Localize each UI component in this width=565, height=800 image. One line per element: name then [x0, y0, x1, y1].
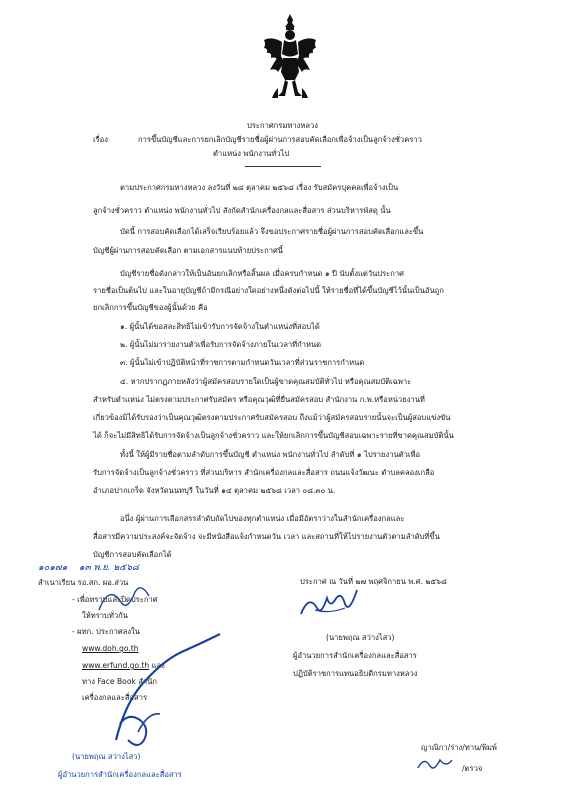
- footer-signer-position: ผู้อำนวยการสำนักเครื่องกลและสื่อสาร: [58, 770, 182, 779]
- announce-date: ประกาศ ณ วันที่ ๒๗ พฤศจิกายน พ.ศ. ๒๕๖๘: [300, 577, 447, 586]
- list-item-3: ๓. ผู้นั้นไม่เข้าปฏิบัติหน้าที่ราชการตามกำหนดวันเวลาที่ส่วนราชการกำหนด: [120, 358, 365, 367]
- large-signature-icon: [108, 628, 228, 748]
- paragraph-6-line-1: อนึ่ง ผู้ผ่านการเลือกสรรลำดับถัดไปของทุกตำแหน่ง เมื่อมีอัตราว่างในสำนักเครื่องกลและ: [120, 514, 405, 523]
- initial-scribble-icon: [95, 580, 155, 620]
- list-item-4-line-2: สำหรับตำแหน่ง ไม่ตรงตามประกาศรับสมัคร หรือคุณวุฒิที่ยื่นสมัครสอบ สำนักงาน ก.พ.หรือหน่วยงานที่: [93, 395, 425, 404]
- handwritten-stamp-number: ๑๐๑๗๑: [38, 563, 68, 573]
- subject-line-2: ตำแหน่ง พนักงานทั่วไป: [213, 149, 290, 158]
- checker-note: /ตรวจ: [462, 764, 483, 773]
- paragraph-5-line-2: รับการจัดจ้างเป็นลูกจ้างชั่วคราว ที่ส่วนบริหาร สำนักเครื่องกลและสื่อสาร ถนนแจ้งวัฒนะ ตำบลคลองเกลือ: [93, 468, 435, 477]
- garuda-emblem-icon: [258, 12, 322, 100]
- subject-line-1: การขึ้นบัญชีและการยกเลิกบัญชีรายชื่อผู้ผ่านการสอบคัดเลือกเพื่อจ้างเป็นลูกจ้างชั่วคราว: [138, 135, 422, 144]
- paragraph-6-line-2: สื่อสารมีความประสงค์จะจัดจ้าง จะมีหนังสือแจ้งกำหนดวัน เวลา และสถานที่ให้ไปรายงานตัวตามลำดับที่ขึ้น: [93, 532, 440, 541]
- paragraph-3-line-3: ยกเลิกการขึ้นบัญชีของผู้นั้นด้วย คือ: [93, 303, 208, 312]
- signer-name: (นายพฤณ สว่างไสว): [326, 633, 395, 642]
- note-item-1-line-2: ให้ทราบทั่วกัน: [82, 611, 128, 620]
- list-item-2: ๒. ผู้นั้นไม่มารายงานตัวเพื่อรับการจัดจ้างภายในเวลาที่กำหนด: [120, 340, 322, 349]
- handwritten-stamp-line: [38, 563, 139, 574]
- typist-note: ญาณิกา/ร่าง/ทาน/พิมพ์: [421, 743, 497, 752]
- paragraph-2-line-2: บัญชีผู้ผ่านการสอบคัดเลือก ตามเอกสารแนบท้ายประกาศนี้: [93, 246, 283, 255]
- paragraph-5-line-3: อำเภอปากเกร็ด จังหวัดนนทบุรี ในวันที่ ๑๔ ตุลาคม ๒๕๖๘ เวลา ๐๘.๓๐ น.: [93, 486, 336, 495]
- paragraph-5-line-1: ทั้งนี้ ให้ผู้มีรายชื่อตามลำดับการขึ้นบัญชี ตำแหน่ง พนักงานทั่วไป ลำดับที่ ๑ ไปรายงานตัวเพื่อ: [120, 450, 421, 459]
- handwritten-stamp-date: ๑๓ พ.ย. ๒๕๖๘: [78, 563, 139, 573]
- announcement-title: ประกาศกรมทางหลวง: [247, 121, 318, 130]
- paragraph-1-line-2: ลูกจ้างชั่วคราว ตำแหน่ง พนักงานทั่วไป สังกัดสำนักเครื่องกลและสื่อสาร ส่วนบริหารพัสดุ นั้น: [93, 206, 391, 215]
- list-item-4-line-1: ๔. หากปรากฏภายหลังว่าผู้สมัครสอบรายใดเป็นผู้ขาดคุณสมบัติทั่วไป หรือคุณสมบัติเฉพาะ: [120, 377, 412, 386]
- list-item-1: ๑. ผู้นั้นได้ขอสละสิทธิไม่เข้ารับการจัดจ้างในตำแหน่งที่สอบได้: [120, 322, 320, 331]
- director-signature-icon: [295, 586, 365, 622]
- paragraph-6-line-3: บัญชีการสอบคัดเลือกได้: [93, 550, 172, 559]
- checker-initial-icon: [416, 754, 456, 774]
- note-item-2-line-1: - ผทก. ประกาศลงใน: [72, 627, 140, 636]
- signer-position-line-2: ปฏิบัติราชการแทนอธิบดีกรมทางหลวง: [293, 669, 418, 678]
- footer-signer-name: (นายพฤณ สว่างไสว): [72, 752, 141, 761]
- subject-label: เรื่อง: [93, 135, 108, 144]
- paragraph-2-line-1: บัดนี้ การสอบคัดเลือกได้เสร็จเรียบร้อยแล้ว จึงขอประกาศรายชื่อผู้ผ่านการสอบคัดเลือกและขึ้น: [120, 227, 424, 236]
- erfund-website-link[interactable]: www.erfund.go.th: [82, 661, 150, 670]
- facebook-line-1: ทาง Face Book สำนัก: [82, 677, 157, 686]
- facebook-line-2: เครื่องกลและสื่อสาร: [82, 693, 148, 702]
- header-divider: [245, 166, 321, 167]
- copy-to-line: สำเนาเรียน รอ.สก. ผอ.ส่วน: [38, 578, 129, 587]
- paragraph-1-line-1: ตามประกาศกรมทางหลวง ลงวันที่ ๒๘ ตุลาคม ๒๕๖๘ เรื่อง รับสมัครบุคคลเพื่อจ้างเป็น: [120, 183, 399, 192]
- paragraph-3-line-1: บัญชีรายชื่อดังกล่าวให้เป็นอันยกเลิกหรือสิ้นผล เมื่อครบกำหนด ๑ ปี นับตั้งแต่วันประกาศ: [120, 269, 404, 278]
- doh-website-link[interactable]: www.doh.go.th: [82, 644, 139, 653]
- note-item-1-line-1: - เพื่อทราบและปิดประกาศ: [72, 595, 158, 604]
- list-item-4-line-4: ได้ ก็จะไม่มีสิทธิได้รับการจัดจ้างเป็นลูกจ้างชั่วคราว และให้ยกเลิกการขึ้นบัญชีสอบเฉพาะรายที่ขาดคุณสมบัตินั้น: [93, 431, 454, 440]
- and-text: และ: [151, 661, 166, 670]
- signer-position-line-1: ผู้อำนวยการสำนักเครื่องกลและสื่อสาร: [293, 651, 417, 660]
- list-item-4-line-3: เกี่ยวข้องมิได้รับรองว่าเป็นคุณวุฒิตรงตามประกาศรับสมัครสอบ ถึงแม้ว่าผู้สมัครสอบรายนั้นจะเป็นผู้สอบแข่งขัน: [93, 413, 451, 422]
- paragraph-3-line-2: รายชื่อเป็นต้นไป และในอายุบัญชีถ้ามีกรณีอย่างใดอย่างหนึ่งดังต่อไปนี้ ให้รายชื่อที่ได้ขึ้นบัญชีไว้นั้นเป็นอันถูก: [93, 286, 444, 295]
